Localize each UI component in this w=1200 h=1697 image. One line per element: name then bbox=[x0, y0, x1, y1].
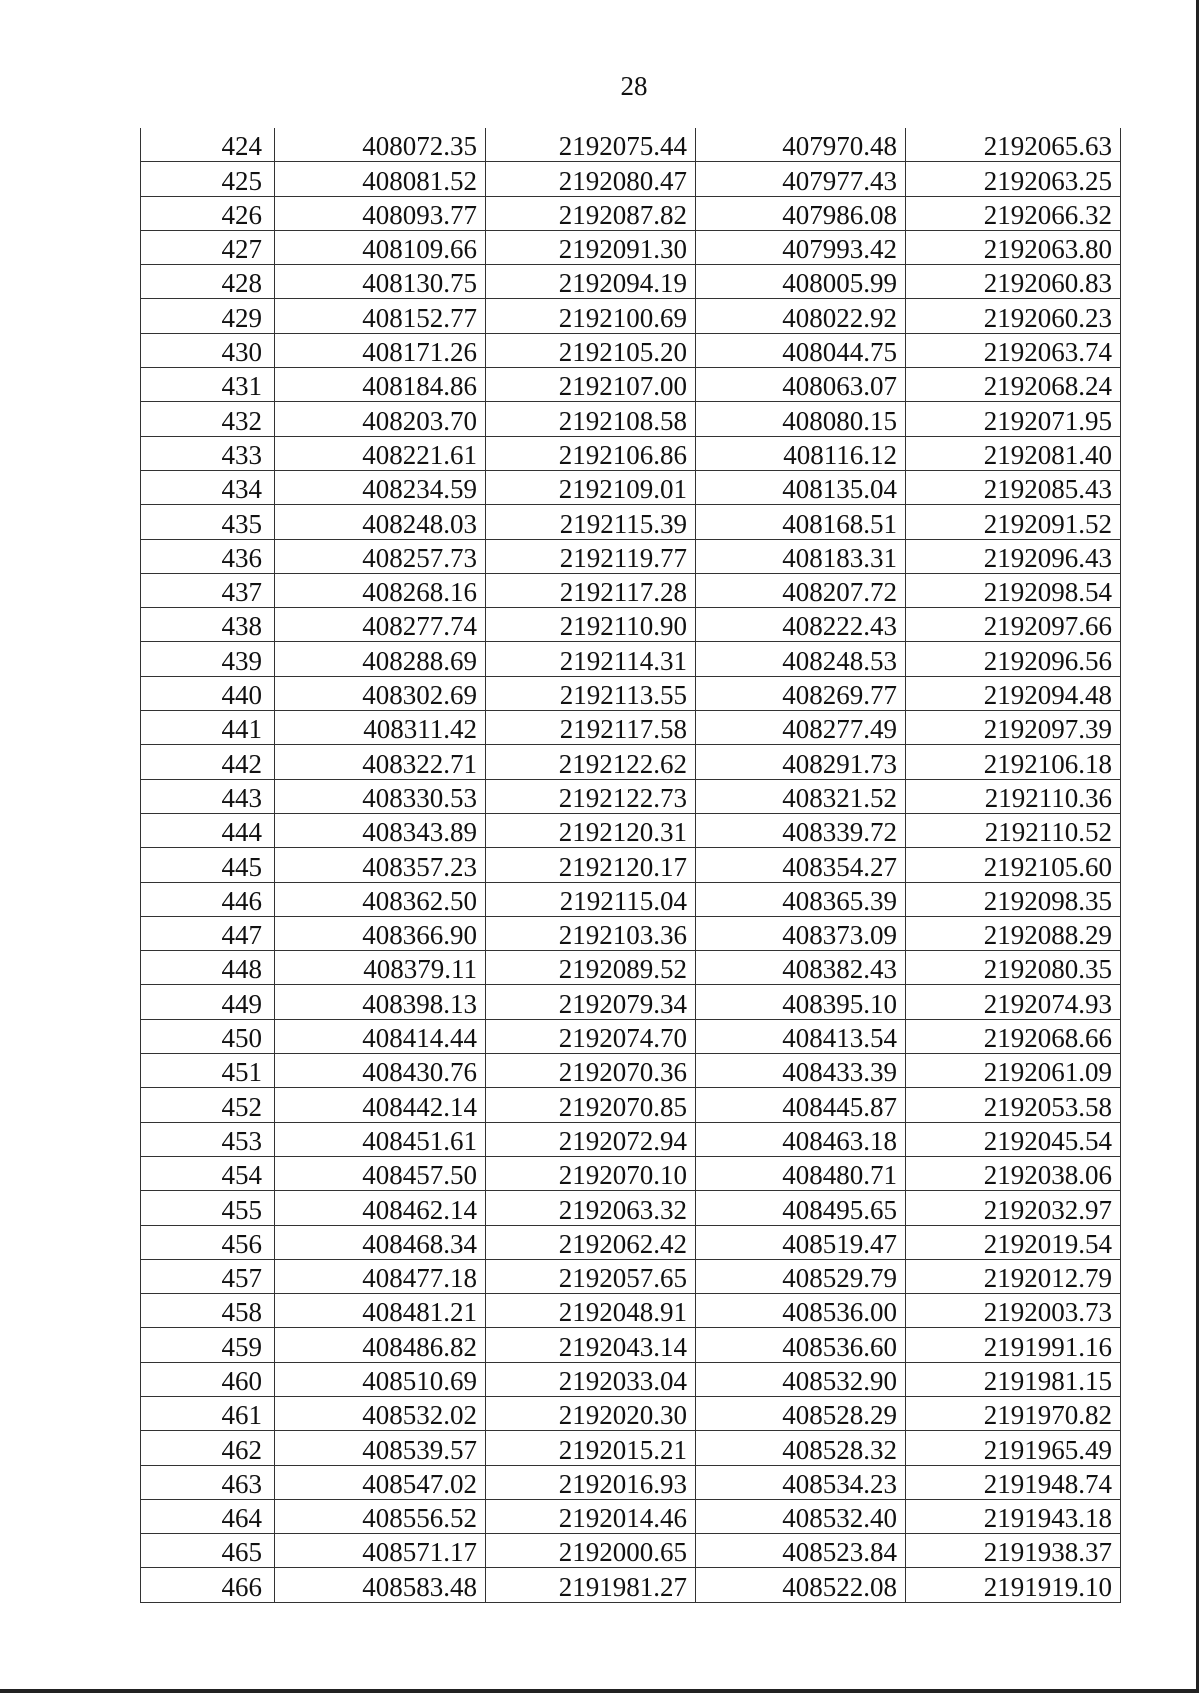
table-row bbox=[141, 1225, 1121, 1259]
x2-coordinate-cell: 408382.43 bbox=[696, 951, 906, 985]
point-number-cell: 453 bbox=[141, 1122, 275, 1156]
point-number-cell: 442 bbox=[141, 745, 275, 779]
y1-coordinate-cell: 2192100.69 bbox=[486, 299, 696, 333]
x1-coordinate-cell: 408248.03 bbox=[275, 505, 486, 539]
x1-coordinate-cell: 408357.23 bbox=[275, 848, 486, 882]
x2-coordinate-cell: 408291.73 bbox=[696, 745, 906, 779]
table-row bbox=[141, 196, 1121, 230]
y1-coordinate-cell: 2192043.14 bbox=[486, 1328, 696, 1362]
y2-coordinate-cell: 2191970.82 bbox=[906, 1396, 1121, 1430]
y2-coordinate-cell: 2192097.39 bbox=[906, 711, 1121, 745]
point-number-cell: 466 bbox=[141, 1568, 275, 1602]
point-number-cell: 451 bbox=[141, 1054, 275, 1088]
x2-coordinate-cell: 407986.08 bbox=[696, 196, 906, 230]
x2-coordinate-cell: 408480.71 bbox=[696, 1156, 906, 1190]
y1-coordinate-cell: 2192020.30 bbox=[486, 1396, 696, 1430]
point-number-cell: 431 bbox=[141, 368, 275, 402]
table-row bbox=[141, 1088, 1121, 1122]
x2-coordinate-cell: 408207.72 bbox=[696, 573, 906, 607]
x1-coordinate-cell: 408288.69 bbox=[275, 642, 486, 676]
y2-coordinate-cell: 2192019.54 bbox=[906, 1225, 1121, 1259]
table-row bbox=[141, 1362, 1121, 1396]
table-row bbox=[141, 1191, 1121, 1225]
y2-coordinate-cell: 2192110.52 bbox=[906, 813, 1121, 847]
x1-coordinate-cell: 408081.52 bbox=[275, 162, 486, 196]
table-row bbox=[141, 916, 1121, 950]
x2-coordinate-cell: 408532.90 bbox=[696, 1362, 906, 1396]
table-row bbox=[141, 128, 1121, 162]
y2-coordinate-cell: 2192074.93 bbox=[906, 985, 1121, 1019]
table-row bbox=[141, 1431, 1121, 1465]
x1-coordinate-cell: 408343.89 bbox=[275, 813, 486, 847]
table-row bbox=[141, 813, 1121, 847]
x1-coordinate-cell: 408539.57 bbox=[275, 1431, 486, 1465]
y1-coordinate-cell: 2192079.34 bbox=[486, 985, 696, 1019]
y2-coordinate-cell: 2192032.97 bbox=[906, 1191, 1121, 1225]
x1-coordinate-cell: 408457.50 bbox=[275, 1156, 486, 1190]
point-number-cell: 426 bbox=[141, 196, 275, 230]
y2-coordinate-cell: 2192066.32 bbox=[906, 196, 1121, 230]
x2-coordinate-cell: 408063.07 bbox=[696, 368, 906, 402]
x1-coordinate-cell: 408481.21 bbox=[275, 1294, 486, 1328]
y2-coordinate-cell: 2192065.63 bbox=[906, 128, 1121, 162]
y1-coordinate-cell: 2192119.77 bbox=[486, 539, 696, 573]
y2-coordinate-cell: 2192105.60 bbox=[906, 848, 1121, 882]
x1-coordinate-cell: 408379.11 bbox=[275, 951, 486, 985]
x2-coordinate-cell: 408277.49 bbox=[696, 711, 906, 745]
table-row bbox=[141, 779, 1121, 813]
x2-coordinate-cell: 408339.72 bbox=[696, 813, 906, 847]
y1-coordinate-cell: 2192033.04 bbox=[486, 1362, 696, 1396]
coordinates-table-body bbox=[141, 128, 1121, 1602]
y1-coordinate-cell: 2192089.52 bbox=[486, 951, 696, 985]
point-number-cell: 427 bbox=[141, 230, 275, 264]
y1-coordinate-cell: 2192074.70 bbox=[486, 1019, 696, 1053]
x2-coordinate-cell: 408269.77 bbox=[696, 676, 906, 710]
x1-coordinate-cell: 408451.61 bbox=[275, 1122, 486, 1156]
table-row bbox=[141, 265, 1121, 299]
y2-coordinate-cell: 2191991.16 bbox=[906, 1328, 1121, 1362]
table-row bbox=[141, 402, 1121, 436]
point-number-cell: 449 bbox=[141, 985, 275, 1019]
x1-coordinate-cell: 408330.53 bbox=[275, 779, 486, 813]
page-number: 28 bbox=[620, 71, 648, 101]
y1-coordinate-cell: 2192122.73 bbox=[486, 779, 696, 813]
x1-coordinate-cell: 408571.17 bbox=[275, 1534, 486, 1568]
table-row bbox=[141, 676, 1121, 710]
table-row bbox=[141, 745, 1121, 779]
point-number-cell: 435 bbox=[141, 505, 275, 539]
y1-coordinate-cell: 2192057.65 bbox=[486, 1259, 696, 1293]
x2-coordinate-cell: 408373.09 bbox=[696, 916, 906, 950]
y1-coordinate-cell: 2192087.82 bbox=[486, 196, 696, 230]
x2-coordinate-cell: 408536.60 bbox=[696, 1328, 906, 1362]
y1-coordinate-cell: 2192016.93 bbox=[486, 1465, 696, 1499]
x2-coordinate-cell: 408528.32 bbox=[696, 1431, 906, 1465]
x2-coordinate-cell: 408523.84 bbox=[696, 1534, 906, 1568]
point-number-cell: 428 bbox=[141, 265, 275, 299]
coordinates-table bbox=[140, 128, 1121, 1603]
x2-coordinate-cell: 408413.54 bbox=[696, 1019, 906, 1053]
x1-coordinate-cell: 408109.66 bbox=[275, 230, 486, 264]
x2-coordinate-cell: 407977.43 bbox=[696, 162, 906, 196]
x1-coordinate-cell: 408547.02 bbox=[275, 1465, 486, 1499]
y1-coordinate-cell: 2192113.55 bbox=[486, 676, 696, 710]
table-row bbox=[141, 436, 1121, 470]
y1-coordinate-cell: 2192115.39 bbox=[486, 505, 696, 539]
y2-coordinate-cell: 2192094.48 bbox=[906, 676, 1121, 710]
y2-coordinate-cell: 2192012.79 bbox=[906, 1259, 1121, 1293]
point-number-cell: 464 bbox=[141, 1499, 275, 1533]
point-number-cell: 460 bbox=[141, 1362, 275, 1396]
y1-coordinate-cell: 2192120.31 bbox=[486, 813, 696, 847]
table-row bbox=[141, 1534, 1121, 1568]
x2-coordinate-cell: 408532.40 bbox=[696, 1499, 906, 1533]
table-row bbox=[141, 539, 1121, 573]
table-row bbox=[141, 951, 1121, 985]
y2-coordinate-cell: 2192080.35 bbox=[906, 951, 1121, 985]
y2-coordinate-cell: 2192060.23 bbox=[906, 299, 1121, 333]
x1-coordinate-cell: 408583.48 bbox=[275, 1568, 486, 1602]
x2-coordinate-cell: 408529.79 bbox=[696, 1259, 906, 1293]
y1-coordinate-cell: 2192106.86 bbox=[486, 436, 696, 470]
table-row bbox=[141, 333, 1121, 367]
table-row bbox=[141, 1499, 1121, 1533]
x1-coordinate-cell: 408414.44 bbox=[275, 1019, 486, 1053]
table-row bbox=[141, 1054, 1121, 1088]
x2-coordinate-cell: 408463.18 bbox=[696, 1122, 906, 1156]
y1-coordinate-cell: 2191981.27 bbox=[486, 1568, 696, 1602]
x2-coordinate-cell: 408522.08 bbox=[696, 1568, 906, 1602]
point-number-cell: 438 bbox=[141, 608, 275, 642]
point-number-cell: 439 bbox=[141, 642, 275, 676]
y2-coordinate-cell: 2192068.66 bbox=[906, 1019, 1121, 1053]
table-row bbox=[141, 470, 1121, 504]
y2-coordinate-cell: 2191965.49 bbox=[906, 1431, 1121, 1465]
x2-coordinate-cell: 408168.51 bbox=[696, 505, 906, 539]
point-number-cell: 436 bbox=[141, 539, 275, 573]
y2-coordinate-cell: 2191981.15 bbox=[906, 1362, 1121, 1396]
y2-coordinate-cell: 2192071.95 bbox=[906, 402, 1121, 436]
y1-coordinate-cell: 2192110.90 bbox=[486, 608, 696, 642]
y1-coordinate-cell: 2192063.32 bbox=[486, 1191, 696, 1225]
x2-coordinate-cell: 408135.04 bbox=[696, 470, 906, 504]
x2-coordinate-cell: 407993.42 bbox=[696, 230, 906, 264]
x1-coordinate-cell: 408093.77 bbox=[275, 196, 486, 230]
x1-coordinate-cell: 408221.61 bbox=[275, 436, 486, 470]
y2-coordinate-cell: 2192063.80 bbox=[906, 230, 1121, 264]
y1-coordinate-cell: 2192117.28 bbox=[486, 573, 696, 607]
x1-coordinate-cell: 408234.59 bbox=[275, 470, 486, 504]
table-row bbox=[141, 711, 1121, 745]
y2-coordinate-cell: 2192097.66 bbox=[906, 608, 1121, 642]
x1-coordinate-cell: 408130.75 bbox=[275, 265, 486, 299]
x1-coordinate-cell: 408486.82 bbox=[275, 1328, 486, 1362]
table-row bbox=[141, 1259, 1121, 1293]
y2-coordinate-cell: 2192096.56 bbox=[906, 642, 1121, 676]
y2-coordinate-cell: 2192096.43 bbox=[906, 539, 1121, 573]
y1-coordinate-cell: 2192015.21 bbox=[486, 1431, 696, 1465]
y1-coordinate-cell: 2192117.58 bbox=[486, 711, 696, 745]
y2-coordinate-cell: 2191948.74 bbox=[906, 1465, 1121, 1499]
x2-coordinate-cell: 408445.87 bbox=[696, 1088, 906, 1122]
y1-coordinate-cell: 2192107.00 bbox=[486, 368, 696, 402]
table-row bbox=[141, 1396, 1121, 1430]
x2-coordinate-cell: 408528.29 bbox=[696, 1396, 906, 1430]
y1-coordinate-cell: 2192048.91 bbox=[486, 1294, 696, 1328]
point-number-cell: 446 bbox=[141, 882, 275, 916]
x1-coordinate-cell: 408468.34 bbox=[275, 1225, 486, 1259]
x2-coordinate-cell: 408536.00 bbox=[696, 1294, 906, 1328]
y1-coordinate-cell: 2192062.42 bbox=[486, 1225, 696, 1259]
table-row bbox=[141, 162, 1121, 196]
y1-coordinate-cell: 2192070.85 bbox=[486, 1088, 696, 1122]
y2-coordinate-cell: 2192003.73 bbox=[906, 1294, 1121, 1328]
x1-coordinate-cell: 408311.42 bbox=[275, 711, 486, 745]
x1-coordinate-cell: 408462.14 bbox=[275, 1191, 486, 1225]
y2-coordinate-cell: 2192068.24 bbox=[906, 368, 1121, 402]
point-number-cell: 454 bbox=[141, 1156, 275, 1190]
y2-coordinate-cell: 2192060.83 bbox=[906, 265, 1121, 299]
x2-coordinate-cell: 408116.12 bbox=[696, 436, 906, 470]
y2-coordinate-cell: 2192085.43 bbox=[906, 470, 1121, 504]
x2-coordinate-cell: 408044.75 bbox=[696, 333, 906, 367]
x1-coordinate-cell: 408366.90 bbox=[275, 916, 486, 950]
x1-coordinate-cell: 408442.14 bbox=[275, 1088, 486, 1122]
table-row bbox=[141, 882, 1121, 916]
y1-coordinate-cell: 2192105.20 bbox=[486, 333, 696, 367]
y1-coordinate-cell: 2192070.10 bbox=[486, 1156, 696, 1190]
x1-coordinate-cell: 408556.52 bbox=[275, 1499, 486, 1533]
point-number-cell: 444 bbox=[141, 813, 275, 847]
x2-coordinate-cell: 408433.39 bbox=[696, 1054, 906, 1088]
y1-coordinate-cell: 2192000.65 bbox=[486, 1534, 696, 1568]
x2-coordinate-cell: 407970.48 bbox=[696, 128, 906, 162]
y2-coordinate-cell: 2192110.36 bbox=[906, 779, 1121, 813]
y2-coordinate-cell: 2191919.10 bbox=[906, 1568, 1121, 1602]
y1-coordinate-cell: 2192122.62 bbox=[486, 745, 696, 779]
point-number-cell: 455 bbox=[141, 1191, 275, 1225]
y1-coordinate-cell: 2192070.36 bbox=[486, 1054, 696, 1088]
y2-coordinate-cell: 2192091.52 bbox=[906, 505, 1121, 539]
table-row bbox=[141, 608, 1121, 642]
x1-coordinate-cell: 408152.77 bbox=[275, 299, 486, 333]
x2-coordinate-cell: 408222.43 bbox=[696, 608, 906, 642]
y2-coordinate-cell: 2191943.18 bbox=[906, 1499, 1121, 1533]
x1-coordinate-cell: 408302.69 bbox=[275, 676, 486, 710]
y2-coordinate-cell: 2192088.29 bbox=[906, 916, 1121, 950]
point-number-cell: 437 bbox=[141, 573, 275, 607]
point-number-cell: 440 bbox=[141, 676, 275, 710]
point-number-cell: 458 bbox=[141, 1294, 275, 1328]
x1-coordinate-cell: 408477.18 bbox=[275, 1259, 486, 1293]
table-row bbox=[141, 1156, 1121, 1190]
table-row bbox=[141, 505, 1121, 539]
point-number-cell: 459 bbox=[141, 1328, 275, 1362]
point-number-cell: 461 bbox=[141, 1396, 275, 1430]
y2-coordinate-cell: 2192063.25 bbox=[906, 162, 1121, 196]
point-number-cell: 433 bbox=[141, 436, 275, 470]
table-row bbox=[141, 1294, 1121, 1328]
x2-coordinate-cell: 408005.99 bbox=[696, 265, 906, 299]
table-row bbox=[141, 642, 1121, 676]
point-number-cell: 424 bbox=[141, 128, 275, 162]
x2-coordinate-cell: 408321.52 bbox=[696, 779, 906, 813]
y2-coordinate-cell: 2192063.74 bbox=[906, 333, 1121, 367]
point-number-cell: 443 bbox=[141, 779, 275, 813]
x1-coordinate-cell: 408322.71 bbox=[275, 745, 486, 779]
y2-coordinate-cell: 2192038.06 bbox=[906, 1156, 1121, 1190]
y2-coordinate-cell: 2192061.09 bbox=[906, 1054, 1121, 1088]
point-number-cell: 445 bbox=[141, 848, 275, 882]
table-row bbox=[141, 368, 1121, 402]
table-row bbox=[141, 848, 1121, 882]
y2-coordinate-cell: 2192098.54 bbox=[906, 573, 1121, 607]
table-row bbox=[141, 1122, 1121, 1156]
point-number-cell: 434 bbox=[141, 470, 275, 504]
table-row bbox=[141, 299, 1121, 333]
x1-coordinate-cell: 408184.86 bbox=[275, 368, 486, 402]
point-number-cell: 465 bbox=[141, 1534, 275, 1568]
y1-coordinate-cell: 2192080.47 bbox=[486, 162, 696, 196]
y1-coordinate-cell: 2192103.36 bbox=[486, 916, 696, 950]
table-row bbox=[141, 1465, 1121, 1499]
y1-coordinate-cell: 2192075.44 bbox=[486, 128, 696, 162]
x1-coordinate-cell: 408532.02 bbox=[275, 1396, 486, 1430]
point-number-cell: 448 bbox=[141, 951, 275, 985]
table-row bbox=[141, 1019, 1121, 1053]
y1-coordinate-cell: 2192109.01 bbox=[486, 470, 696, 504]
y2-coordinate-cell: 2192053.58 bbox=[906, 1088, 1121, 1122]
point-number-cell: 450 bbox=[141, 1019, 275, 1053]
x1-coordinate-cell: 408510.69 bbox=[275, 1362, 486, 1396]
y1-coordinate-cell: 2192120.17 bbox=[486, 848, 696, 882]
point-number-cell: 429 bbox=[141, 299, 275, 333]
y2-coordinate-cell: 2192081.40 bbox=[906, 436, 1121, 470]
y1-coordinate-cell: 2192108.58 bbox=[486, 402, 696, 436]
table-row bbox=[141, 573, 1121, 607]
point-number-cell: 432 bbox=[141, 402, 275, 436]
x1-coordinate-cell: 408171.26 bbox=[275, 333, 486, 367]
x2-coordinate-cell: 408080.15 bbox=[696, 402, 906, 436]
x2-coordinate-cell: 408519.47 bbox=[696, 1225, 906, 1259]
table-row bbox=[141, 985, 1121, 1019]
x1-coordinate-cell: 408362.50 bbox=[275, 882, 486, 916]
y2-coordinate-cell: 2191938.37 bbox=[906, 1534, 1121, 1568]
x1-coordinate-cell: 408203.70 bbox=[275, 402, 486, 436]
table-row bbox=[141, 1568, 1121, 1602]
x1-coordinate-cell: 408268.16 bbox=[275, 573, 486, 607]
x1-coordinate-cell: 408398.13 bbox=[275, 985, 486, 1019]
x2-coordinate-cell: 408495.65 bbox=[696, 1191, 906, 1225]
y2-coordinate-cell: 2192106.18 bbox=[906, 745, 1121, 779]
y2-coordinate-cell: 2192045.54 bbox=[906, 1122, 1121, 1156]
x1-coordinate-cell: 408430.76 bbox=[275, 1054, 486, 1088]
y1-coordinate-cell: 2192091.30 bbox=[486, 230, 696, 264]
point-number-cell: 457 bbox=[141, 1259, 275, 1293]
y1-coordinate-cell: 2192114.31 bbox=[486, 642, 696, 676]
table-row bbox=[141, 230, 1121, 264]
x2-coordinate-cell: 408354.27 bbox=[696, 848, 906, 882]
y1-coordinate-cell: 2192115.04 bbox=[486, 882, 696, 916]
y1-coordinate-cell: 2192094.19 bbox=[486, 265, 696, 299]
point-number-cell: 430 bbox=[141, 333, 275, 367]
point-number-cell: 441 bbox=[141, 711, 275, 745]
x1-coordinate-cell: 408277.74 bbox=[275, 608, 486, 642]
x2-coordinate-cell: 408248.53 bbox=[696, 642, 906, 676]
point-number-cell: 462 bbox=[141, 1431, 275, 1465]
y1-coordinate-cell: 2192072.94 bbox=[486, 1122, 696, 1156]
x2-coordinate-cell: 408022.92 bbox=[696, 299, 906, 333]
y1-coordinate-cell: 2192014.46 bbox=[486, 1499, 696, 1533]
point-number-cell: 456 bbox=[141, 1225, 275, 1259]
point-number-cell: 447 bbox=[141, 916, 275, 950]
x1-coordinate-cell: 408072.35 bbox=[275, 128, 486, 162]
table-row bbox=[141, 1328, 1121, 1362]
x2-coordinate-cell: 408183.31 bbox=[696, 539, 906, 573]
x2-coordinate-cell: 408365.39 bbox=[696, 882, 906, 916]
x2-coordinate-cell: 408534.23 bbox=[696, 1465, 906, 1499]
point-number-cell: 463 bbox=[141, 1465, 275, 1499]
point-number-cell: 425 bbox=[141, 162, 275, 196]
x1-coordinate-cell: 408257.73 bbox=[275, 539, 486, 573]
point-number-cell: 452 bbox=[141, 1088, 275, 1122]
x2-coordinate-cell: 408395.10 bbox=[696, 985, 906, 1019]
y2-coordinate-cell: 2192098.35 bbox=[906, 882, 1121, 916]
